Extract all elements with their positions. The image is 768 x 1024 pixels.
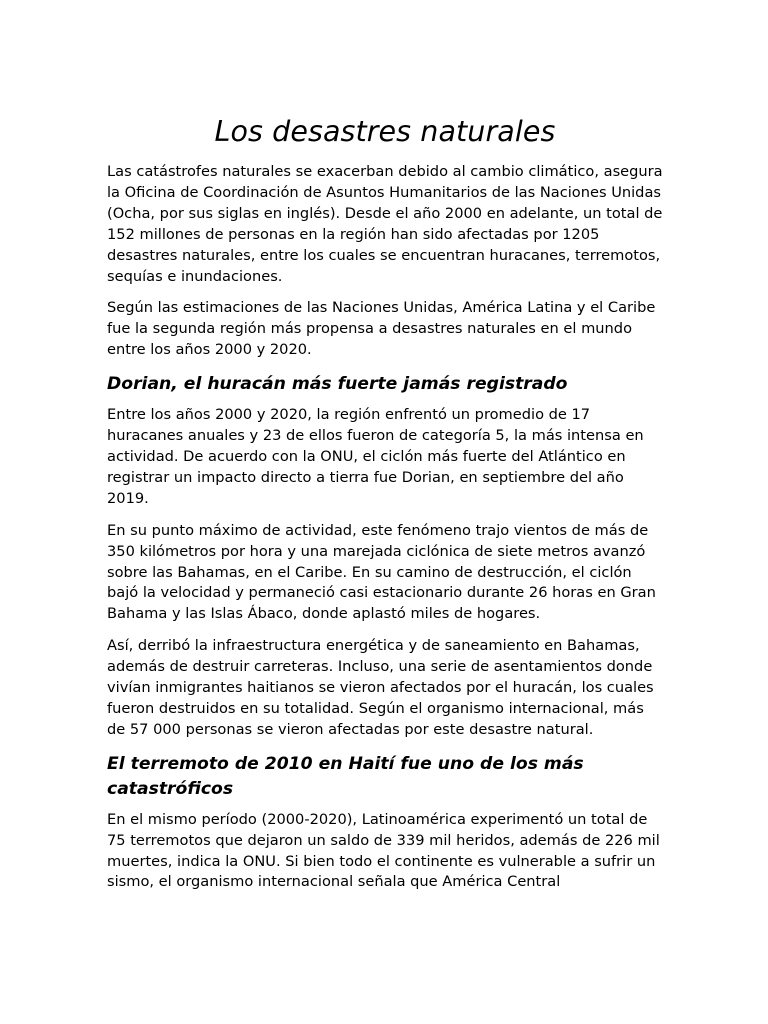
paragraph: Según las estimaciones de las Naciones Unidas, América Latina y el Caribe fue la segunda región más propensa a desastres naturales en el mundo entre los años 2000 y 2020. bbox=[107, 299, 656, 359]
section-heading: Dorian, el huracán más fuerte jamás registrado bbox=[107, 374, 568, 395]
paragraph: En el mismo período (2000-2020), Latinoamérica experimentó un total de 75 terremotos que dejaron un saldo de 339 mil heridos, además de 226 mil muertes, indica la ONU. Si bien todo el continente es vulnerable a sufrir un sismo, el organismo internacional señala que América Central bbox=[107, 810, 660, 891]
paragraph: Las catástrofes naturales se exacerban debido al cambio climático, asegura la Oficina de Coordinación de Asuntos Humanitarios de las Naciones Unidas (Ocha, por sus siglas en inglés). Desde el año 2000 en adelante, un total de 152 millones de personas en la región han sido afectadas por 1205 desastres naturales, entre los cuales se encuentran huracanes, terremotos, sequías e inundaciones. bbox=[107, 163, 663, 285]
page-title: Los desastres naturales bbox=[214, 115, 556, 148]
paragraph: Entre los años 2000 y 2020, la región enfrentó un promedio de 17 huracanes anuales y 23 de ellos fueron de categoría 5, la más intensa en actividad. De acuerdo con la ONU, el ciclón más fuerte del Atlántico en registrar un impacto directo a tierra fue Dorian, en septiembre del año 2019. bbox=[107, 406, 644, 507]
document-page bbox=[107, 112, 663, 904]
paragraph: En su punto máximo de actividad, este fenómeno trajo vientos de más de 350 kilómetros por hora y una marejada ciclónica de siete metros avanzó sobre las Bahamas, en el Caribe. En su camino de destrucción, el ciclón bajó la velocidad y permaneció casi estacionario durante 26 horas en Gran Bahama y las Islas Ábaco, donde aplastó miles de hogares. bbox=[107, 521, 656, 623]
section-heading: El terremoto de 2010 en Haití fue uno de los más catastróficos bbox=[107, 753, 584, 799]
paragraph: Así, derribó la infraestructura energética y de saneamiento en Bahamas, además de destruir carreteras. Incluso, una serie de asentamientos donde vivían inmigrantes haitianos se vieron afectados por el huracán, los cuales fueron destruidos en su totalidad. Según el organismo internacional, más de 57 000 personas se vieron afectadas por este desastre natural. bbox=[107, 637, 654, 738]
